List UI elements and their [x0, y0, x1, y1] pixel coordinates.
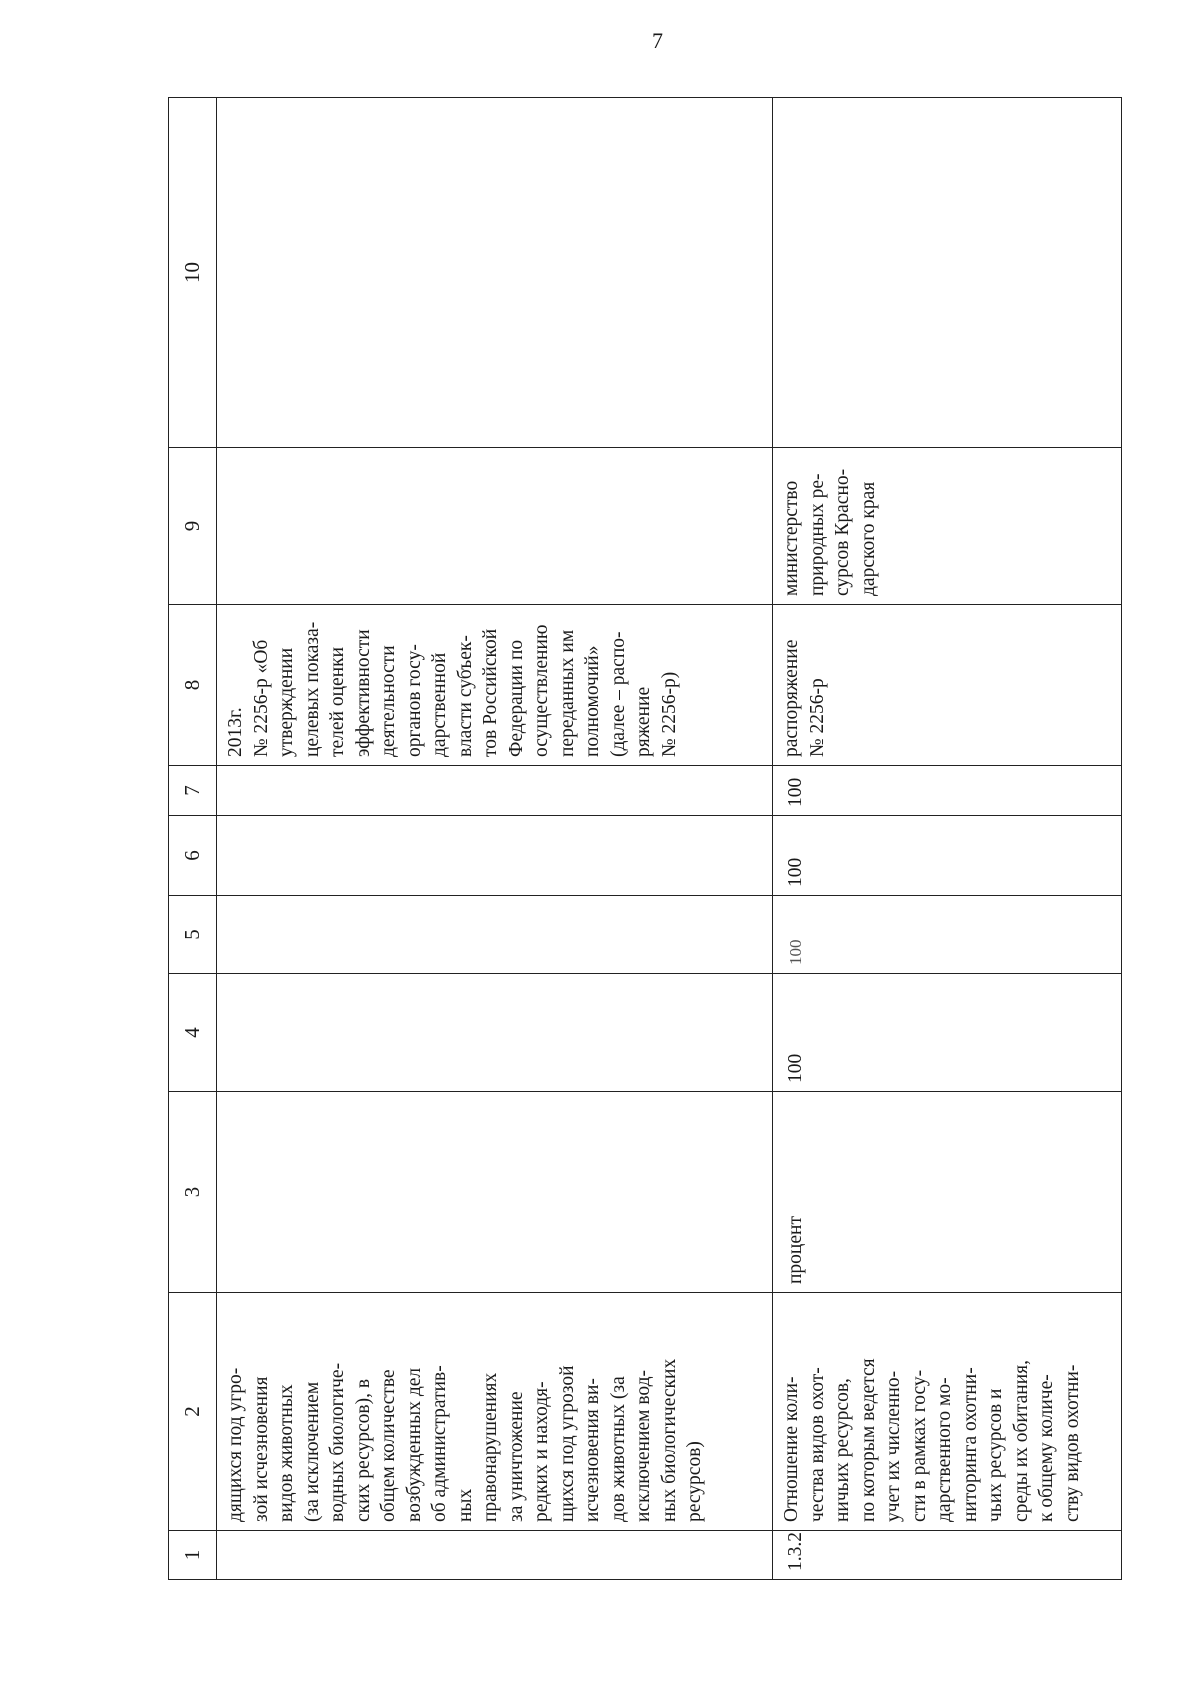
row2-col4: 100: [773, 974, 1122, 1092]
row1-indicator-name: дящихся под угро- зой исчезновения видов животных (за исключением водных биологиче- ских ресурсов), в общем количестве возбужденных дел об административ- ных правонарушениях за уничтожение редких и находя- щихся под угрозой исчезновения ви- дов животных (за исключением вод- ных биологических ресурсов): [217, 1293, 773, 1531]
header-cell-6: 6: [169, 816, 217, 896]
row2-col10: [773, 98, 1122, 448]
header-cell-3: 3: [169, 1092, 217, 1293]
row1-responsible: [217, 448, 773, 605]
row2-col5: 100: [773, 896, 1122, 974]
table-row: [217, 98, 773, 1580]
header-cell-9: 9: [169, 448, 217, 605]
row2-col7: 100: [773, 766, 1122, 816]
table-header-row: [169, 98, 217, 1580]
row1-number: [217, 1531, 773, 1580]
row2-responsible: министерство природных ре- сурсов Красно- дарского края: [773, 448, 1122, 605]
row1-unit: [217, 1092, 773, 1293]
header-cell-8: 8: [169, 605, 217, 766]
document-table: [168, 97, 1122, 1580]
row1-col4: [217, 974, 773, 1092]
row2-number: 1.3.2: [773, 1531, 1122, 1580]
row1-col10: [217, 98, 773, 448]
header-cell-4: 4: [169, 974, 217, 1092]
row2-col6: 100: [773, 816, 1122, 896]
row1-col6: [217, 816, 773, 896]
header-cell-1: 1: [169, 1531, 217, 1580]
table-row: [773, 98, 1122, 1580]
row2-source-document: распоряжение № 2256-р: [773, 605, 1122, 766]
header-cell-7: 7: [169, 766, 217, 816]
row1-col5: [217, 896, 773, 974]
header-cell-10: 10: [169, 98, 217, 448]
rotated-table-stage: [168, 98, 1121, 1580]
page-number: 7: [652, 28, 663, 53]
row1-col7: [217, 766, 773, 816]
row2-indicator-name: Отношение коли- чества видов охот- ничьих ресурсов, по которым ведется учет их численно- сти в рамках госу- дарственного мо- ниторинга охотни- чьих ресурсов и среды их обитания, к общему количе- ству видов охотни-: [773, 1293, 1122, 1531]
row1-source-document: 2013г. № 2256-р «Об утверждении целевых показа- телей оценки эффективности деятельности органов госу- дарственной власти субъек- тов Российской Федерации по осуществлению переданных им полномочий» (далее – распо- ряжение № 2256-р): [217, 605, 773, 766]
header-cell-2: 2: [169, 1293, 217, 1531]
row2-unit: процент: [773, 1092, 1122, 1293]
header-cell-5: 5: [169, 896, 217, 974]
